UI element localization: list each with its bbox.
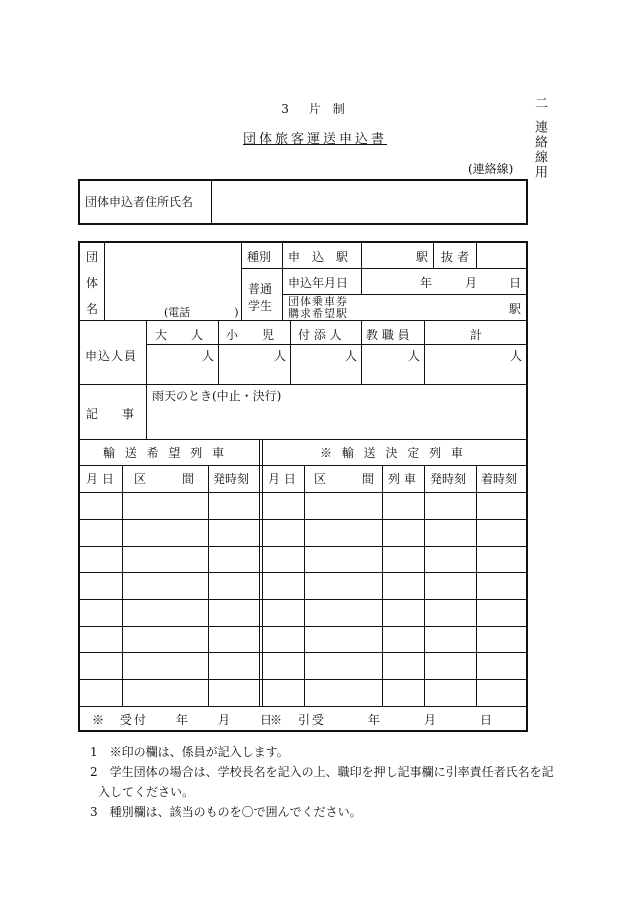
station-suffix: 駅	[416, 250, 429, 264]
note-1: 1 ※印の欄は、係員が記入します。	[90, 745, 289, 759]
ticket-suffix: 駅	[509, 302, 522, 316]
note-2-cont: 入してください。	[98, 785, 195, 799]
nuki-label: 抜者	[441, 250, 474, 264]
schedule-right-header-train: 列 車	[388, 472, 416, 486]
schedule-left-header-depart: 発時刻	[213, 472, 250, 486]
schedule-right-title: ※ 輸 送 決 定 列 車	[320, 446, 466, 460]
date-year: 年	[420, 276, 433, 290]
schedule-left-grid[interactable]	[80, 493, 258, 705]
group-phone[interactable]: (電話 )	[164, 306, 239, 319]
notes	[90, 742, 560, 822]
date-month: 月	[465, 276, 478, 290]
schedule-right-header-arrive: 着時刻	[481, 472, 518, 486]
schedule-left-header-section: 区 間	[134, 472, 195, 486]
nuki-field[interactable]	[478, 244, 526, 266]
applicant-label: 団体申込者住所氏名	[85, 195, 194, 209]
ticket-label-1: 団体乗車券	[288, 295, 348, 308]
note-3: 3 種別欄は、該当のものを〇で囲んでください。	[90, 805, 362, 819]
schedule-right-header-date: 月 日	[268, 472, 296, 486]
people-header-attendant: 付 添 人	[298, 328, 342, 342]
form-subtitle: (連絡線)	[468, 162, 514, 176]
station-field[interactable]	[363, 244, 413, 266]
people-header-child: 小 児	[226, 328, 275, 342]
remarks-weather[interactable]: 雨天のとき(中止・決行)	[152, 389, 282, 403]
type-option-regular[interactable]: 普通	[248, 282, 273, 296]
side-number: 二	[532, 96, 547, 111]
date-label: 申込年月日	[288, 276, 349, 290]
people-unit-attendant: 人	[345, 349, 358, 363]
group-label-2: 体	[86, 276, 99, 290]
date-field[interactable]	[363, 270, 525, 292]
form-title: 団体旅客運送申込書	[242, 132, 387, 147]
people-unit-adult: 人	[202, 349, 215, 363]
note-2: 2 学生団体の場合は、学校長名を記入の上、職印を押し記事欄に引率責任者氏名を記	[90, 765, 554, 779]
people-unit-child: 人	[274, 349, 287, 363]
applicant-field[interactable]	[215, 182, 525, 222]
people-header-adult: 大 人	[155, 328, 204, 342]
footer-accepted: ※ 引受 年 月 日	[270, 713, 495, 727]
type-option-student[interactable]: 学生	[248, 299, 273, 313]
people-header-staff: 教 職 員	[366, 328, 410, 342]
schedule-right-header-depart: 発時刻	[430, 472, 467, 486]
section-label: 3 片 制	[281, 102, 349, 116]
type-label: 種別	[247, 250, 272, 264]
footer-received: ※ 受付 年 月 日	[92, 713, 275, 727]
people-label: 申込人員	[85, 349, 138, 363]
group-label-3: 名	[86, 302, 99, 316]
schedule-right-header-section: 区 間	[314, 472, 375, 486]
date-day: 日	[509, 276, 522, 290]
remarks-label: 記 事	[86, 407, 135, 421]
remarks-field[interactable]	[148, 404, 525, 437]
side-label: 連絡線用	[532, 120, 547, 180]
people-unit-total: 人	[510, 349, 523, 363]
station-label: 申 込 駅	[288, 250, 349, 264]
schedule-left-title: 輸 送 希 望 列 車	[103, 446, 228, 460]
group-name-field[interactable]	[106, 244, 239, 296]
ticket-label-2: 購求希望駅	[288, 307, 348, 320]
ticket-field[interactable]	[363, 296, 503, 318]
people-unit-staff: 人	[408, 349, 421, 363]
schedule-right-grid[interactable]	[264, 493, 526, 705]
people-header-total: 計	[470, 328, 483, 342]
group-label-1: 団	[86, 250, 99, 264]
schedule-left-header-date: 月 日	[86, 472, 114, 486]
